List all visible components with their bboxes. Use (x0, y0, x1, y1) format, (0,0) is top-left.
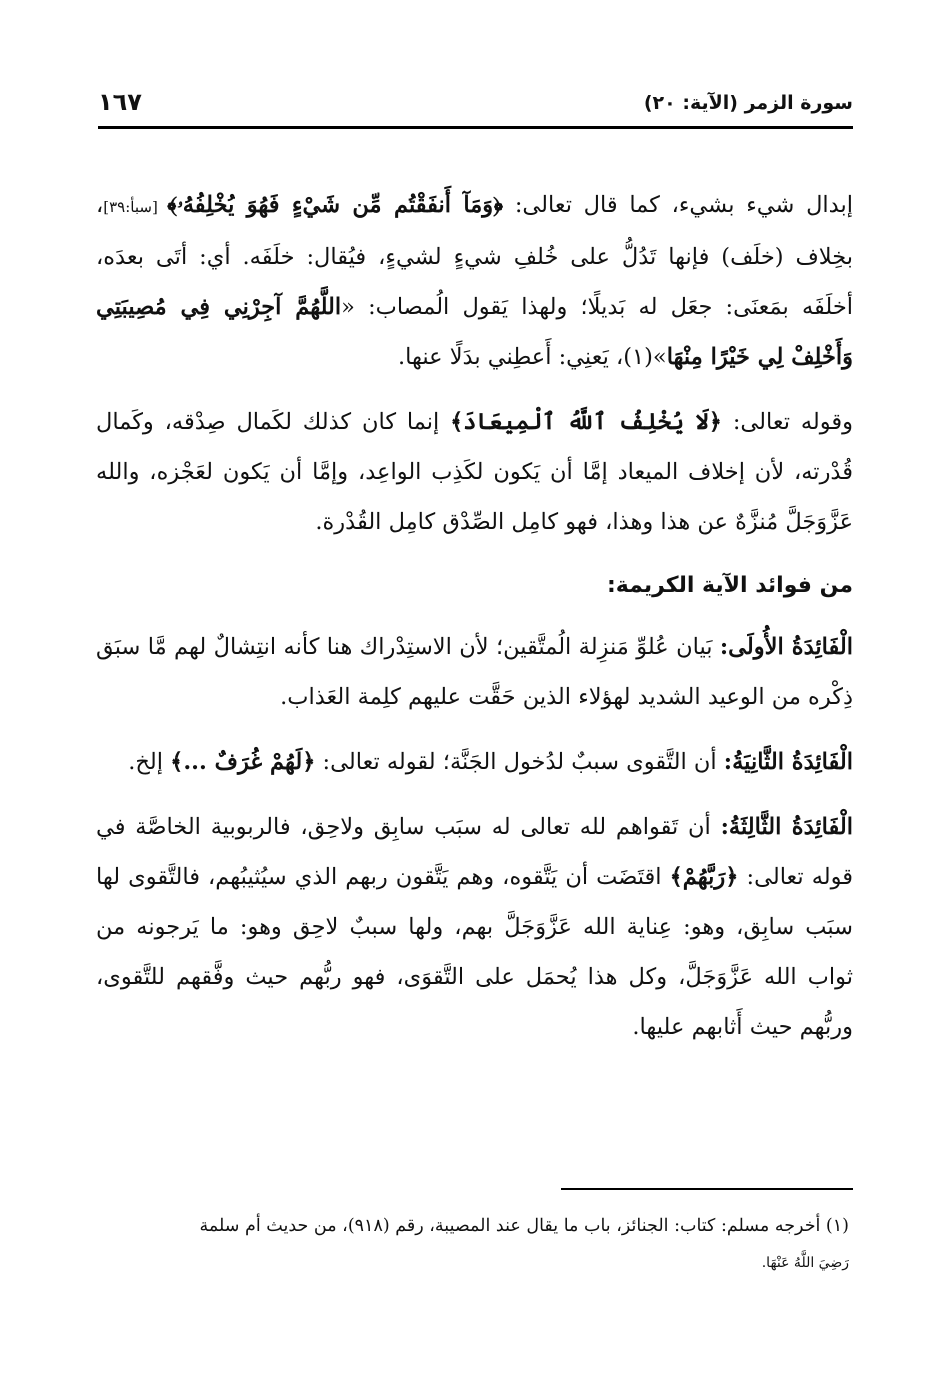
surah-title: سورة الزمر (الآية: ٢٠) (643, 92, 853, 114)
running-header (98, 88, 853, 122)
benefit-text: بَيان عُلوِّ مَنزِلة الُمتَّقين؛ لأن الاستِدْراك هنا كأنه انتِشالٌ لهم مَّا سبَق ذِكْره من الوعيد الشديد لهؤلاء الذين حَقَّت عليهم كلِمة العَذاب. (96, 634, 853, 710)
paragraph-miad (96, 397, 853, 547)
text-segment: »(١)، يَعنِي: أَعطِني بدَلًا عنها. (397, 344, 667, 370)
benefit-second (96, 737, 853, 787)
benefit-third (96, 802, 853, 1052)
text-segment: إبدال شيء بشيء، كما قال تعالى: (503, 192, 853, 218)
benefit-text: أن تَقواهم لله تعالى له سبَب سابِق ولاحِق، فالربوبية الخاصَّة في قوله تعالى: (96, 814, 854, 890)
benefit-label: الْفَائِدَةُ الثَّانِيَةُ: (723, 749, 853, 775)
quran-verse: ﴿وَمَآ أَنفَقْتُم مِّن شَيْءٍ فَهُوَ يُخْلِفُهُۥ﴾ (167, 192, 504, 218)
main-text (96, 180, 853, 1067)
benefit-text: اقتَضَت أن يَتَّقوه، وهم يَتَّقون ربهم الذي سيُثيبُهم، فالتَّقوى لها سبَب سابِق، وهو: عِناية الله عَزَّوَجَلَّ بهم، ولها سببٌ لاحِق وهو: ما يَرجونه من ثواب الله عَزَّوَجَلَّ، وكل هذا يُحمَل على التَّقوَى، فهو ربُّهم حيث وفَّقهم للتَّقوى، وربُّهم حيث أَثابهم عليها. (96, 864, 853, 1040)
page-number: ١٦٧ (98, 88, 142, 116)
header-rule (98, 126, 853, 129)
benefit-first (96, 622, 853, 722)
text-segment: إنما كان كذلك لكَمال صِدْقه، وكَمال قُدْرته، لأن إخلاف الميعاد إمَّا أن يَكون لكَذِب الواعِد، وإمَّا أن يَكون لعَجْزه، والله عَزَّوَجَلَّ مُنزَّهٌ عن هذا وهذا، فهو كامِل الصِّدْق كامِل القُدْرة. (96, 409, 853, 535)
footnote-text: (١) أخرجه مسلم: كتاب: الجنائز، باب ما يقال عند المصيبة، رقم (٩١٨)، من حديث أم سلمة (199, 1216, 849, 1236)
footnote (96, 1208, 849, 1281)
paragraph-ibdal (96, 180, 853, 382)
benefit-label: الْفَائِدَةُ الثَّالِثَةُ: (720, 814, 853, 840)
footnote-honorific: رَضِيَ اللَّهُ عَنْهَا. (761, 1255, 849, 1271)
quran-verse: ﴿لَا يُخْلِفُ ٱللَّهُ ٱلْمِيعَادَ﴾ (450, 409, 722, 435)
benefit-text-end: إلخ. (128, 749, 171, 775)
footnote-divider (561, 1188, 853, 1190)
section-heading: من فوائد الآية الكريمة: (606, 573, 853, 598)
benefit-text: أن التَّقوى سببٌ لدُخول الجَنَّة؛ لقوله تعالى: (315, 749, 724, 775)
verse-reference: [سبأ:٣٩] (103, 198, 168, 216)
text-segment: وقوله تعالى: (722, 409, 854, 435)
quran-verse: ﴿لَهُمْ غُرَفٌ ...﴾ (170, 749, 316, 775)
quran-verse: ﴿رَبَّهُمْ﴾ (669, 864, 739, 890)
text-segment: ، بخِلاف (خلَف) فإنها تَدُلُّ على خُلفِ شيءٍ لشيءٍ، فيُقال: خلَفَه. أي: أتَى بعدَه، أخلَفَه بمَعنَى: جعَل له بَديلًا؛ ولهذا يَقول الُمصاب: « (96, 192, 853, 320)
hadith-quote: اللَّهُمَّ آجِرْنِي فِي مُصِيبَتِي وَأَخْلِفْ لِي خَيْرًا مِنْهَا (96, 294, 853, 370)
benefit-label: الْفَائِدَةُ الأُولَى: (719, 634, 853, 660)
